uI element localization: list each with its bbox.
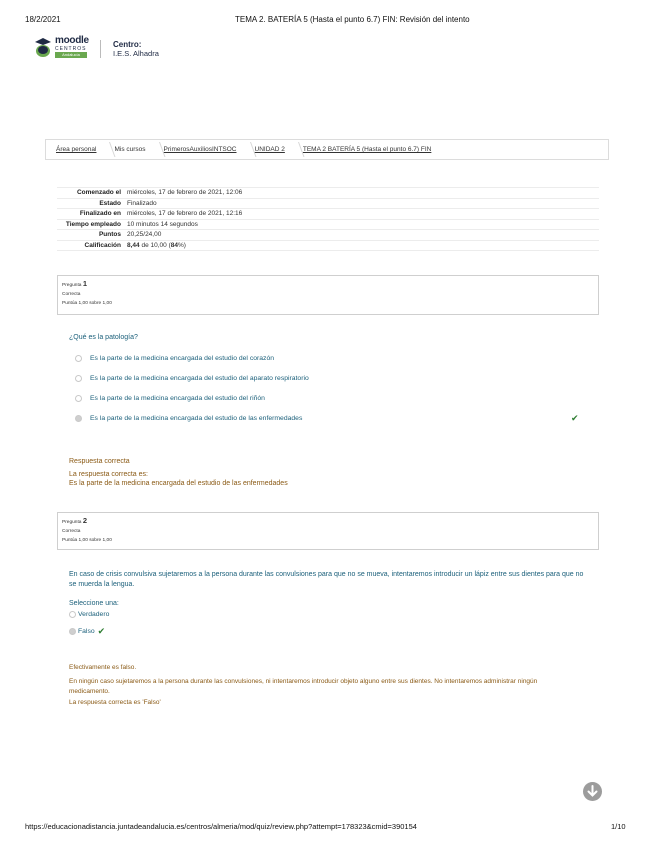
breadcrumb	[45, 139, 609, 160]
question-2-general-feedback: En ningún caso sujetaremos a la persona durante las convulsiones, ni intentaremos introducir objeto alguno entre sus dientes. No intentaremos administrar ningún medicamento.	[69, 678, 538, 695]
option-label: Es la parte de la medicina encargada del estudio del corazón	[90, 355, 275, 362]
summary-key: Tiempo empleado	[65, 220, 121, 228]
logo-badge: Andalucía	[55, 52, 87, 58]
question-1-option[interactable]	[75, 355, 274, 362]
print-title: TEMA 2. BATERÍA 5 (Hasta el punto 6.7) FIN: Revisión del intento	[235, 15, 470, 24]
summary-value: miércoles, 17 de febrero de 2021, 12:06	[127, 189, 243, 196]
summary-value: miércoles, 17 de febrero de 2021, 12:16	[127, 210, 243, 217]
question-1-option[interactable]	[75, 395, 265, 402]
radio-button[interactable]	[75, 395, 82, 402]
summary-key: Calificación	[84, 241, 121, 249]
moodle-logo[interactable]	[33, 36, 89, 58]
summary-key: Finalizado en	[79, 210, 121, 217]
logo-separator	[100, 40, 101, 58]
breadcrumb-quiz[interactable]: TEMA 2 BATERÍA 5 (Hasta el punto 6.7) FIN	[302, 146, 432, 153]
question-2-info	[57, 512, 599, 550]
option-label: Es la parte de la medicina encargada del estudio del riñón	[90, 395, 265, 402]
breadcrumb-unidad[interactable]: UNIDAD 2	[254, 146, 285, 153]
summary-value	[127, 241, 186, 251]
question-1-info	[57, 275, 599, 315]
moodle-logo-icon	[33, 36, 53, 58]
question-1-answer-label: La respuesta correcta es:	[69, 471, 148, 478]
scroll-down-icon	[583, 782, 602, 801]
scroll-down-button[interactable]	[583, 782, 602, 801]
summary-value: Finalizado	[127, 199, 157, 207]
print-page-number: 1/10	[611, 822, 626, 831]
question-score: Puntúa 1,00 sobre 1,00	[62, 538, 112, 543]
option-label: Es la parte de la medicina encargada del estudio del aparato respiratorio	[90, 375, 309, 382]
summary-row	[57, 198, 599, 209]
summary-row	[57, 208, 599, 219]
question-num: 1	[82, 279, 87, 288]
breadcrumb-mis-cursos[interactable]: Mis cursos	[114, 146, 146, 153]
question-2-text: En caso de crisis convulsiva sujetaremos a la persona durante las convulsiones para que no se mueva, intentaremos introducir un lápiz entre sus dientes para que no se muerda la lengua.	[69, 571, 584, 588]
print-url: https://educacionadistancia.juntadeandalucia.es/centros/almeria/mod/quiz/review.php?attempt=178323&cmid=390154	[25, 822, 417, 831]
summary-key: Estado	[99, 199, 121, 207]
question-score: Puntúa 1,00 sobre 1,00	[62, 301, 112, 306]
breadcrumb-separator	[101, 139, 109, 160]
question-label: Pregunta	[62, 283, 82, 288]
check-icon: ✔	[97, 626, 106, 636]
breadcrumb-course[interactable]: PrimerosAuxiliosINTSOC	[163, 146, 237, 153]
option-label: Falso	[78, 628, 95, 635]
logo-sub: CENTROS	[55, 46, 87, 52]
summary-row	[57, 229, 599, 240]
question-status: Correcta	[62, 529, 81, 534]
check-icon: ✔	[571, 413, 579, 423]
radio-button[interactable]	[75, 355, 82, 362]
question-2-select-label: Seleccione una:	[69, 600, 119, 607]
grade-end: %)	[177, 241, 186, 249]
question-1-answer: Es la parte de la medicina encargada del estudio de las enfermedades	[69, 480, 288, 487]
summary-key: Puntos	[98, 231, 121, 238]
breadcrumb-separator	[290, 139, 298, 160]
radio-button[interactable]	[75, 375, 82, 382]
attempt-summary-table	[57, 187, 599, 251]
radio-button[interactable]	[69, 611, 76, 618]
breadcrumb-separator	[151, 139, 159, 160]
centro-value: I.E.S. Alhadra	[113, 49, 159, 58]
breadcrumb-area-personal[interactable]: Área personal	[56, 146, 97, 153]
question-2-answer: La respuesta correcta es 'Falso'	[69, 699, 161, 706]
summary-key: Comenzado el	[76, 189, 121, 196]
summary-row	[57, 219, 599, 230]
summary-row	[57, 187, 599, 198]
question-1-option[interactable]	[75, 375, 309, 382]
question-2-feedback: Efectivamente es falso.	[69, 664, 137, 671]
question-number	[62, 516, 594, 527]
option-label: Verdadero	[78, 611, 110, 618]
centro-label: Centro:	[113, 40, 142, 49]
question-number	[62, 279, 594, 290]
question-1-text: ¿Qué es la patología?	[69, 334, 138, 341]
print-date: 18/2/2021	[25, 15, 61, 24]
question-2-option-true[interactable]	[69, 611, 109, 618]
question-2-option-false[interactable]	[69, 626, 105, 637]
option-label: Es la parte de la medicina encargada del estudio de las enfermedades	[90, 415, 303, 422]
question-label: Pregunta	[62, 520, 82, 525]
summary-value: 10 minutos 14 segundos	[127, 220, 198, 228]
question-1-feedback: Respuesta correcta	[69, 458, 130, 465]
radio-button-selected[interactable]	[69, 628, 76, 635]
question-num: 2	[82, 516, 87, 525]
summary-value: 20,25/24,00	[127, 231, 162, 238]
logo-word: moodle	[55, 35, 89, 46]
question-1-option-selected[interactable]	[75, 415, 585, 422]
grade-score: 8,44	[127, 241, 140, 249]
question-status: Correcta	[62, 292, 81, 297]
grade-rest: de 10,00 (	[139, 241, 171, 249]
breadcrumb-separator	[242, 139, 250, 160]
summary-row-calificacion	[57, 240, 599, 252]
radio-button-selected[interactable]	[75, 415, 82, 422]
grade-percent: 84	[170, 241, 178, 249]
